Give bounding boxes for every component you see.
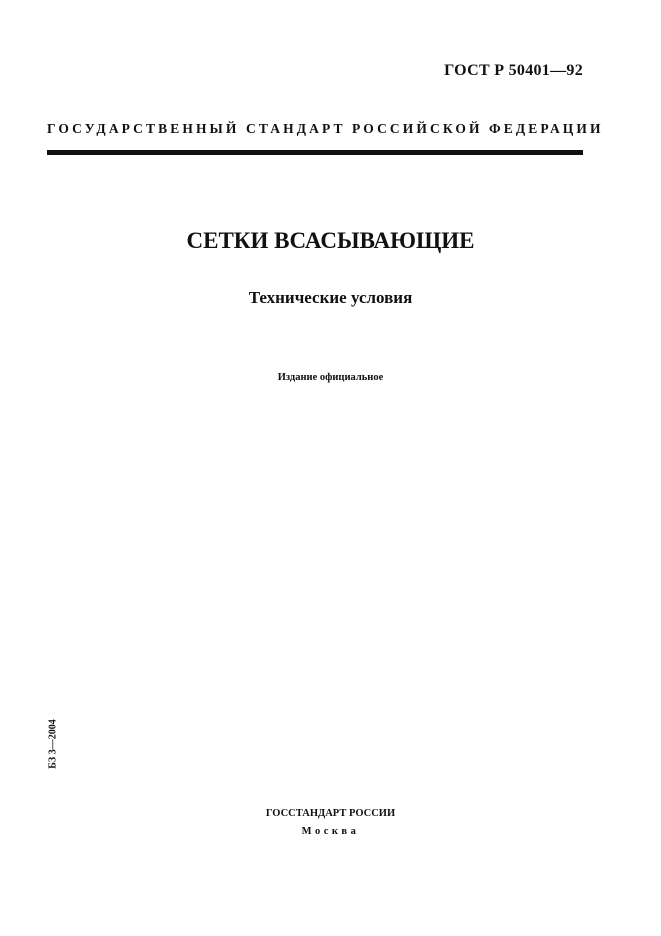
header-divider — [47, 150, 583, 155]
document-subtitle: Технические условия — [248, 288, 413, 307]
edition-label: Издание официальное — [277, 372, 384, 383]
publisher-name: ГОССТАНДАРТ РОССИИ — [265, 808, 396, 819]
standard-heading: ГОСУДАРСТВЕННЫЙ СТАНДАРТ РОССИЙСКОЙ ФЕДЕРАЦИИ — [47, 121, 604, 136]
side-code-text: БЗ 3—2004 — [47, 719, 59, 769]
document-code: ГОСТ Р 50401—92 — [444, 62, 583, 79]
document-title: СЕТКИ ВСАСЫВАЮЩИЕ — [186, 228, 475, 253]
publisher-city: Москва — [301, 826, 360, 837]
side-code-block — [43, 715, 63, 773]
